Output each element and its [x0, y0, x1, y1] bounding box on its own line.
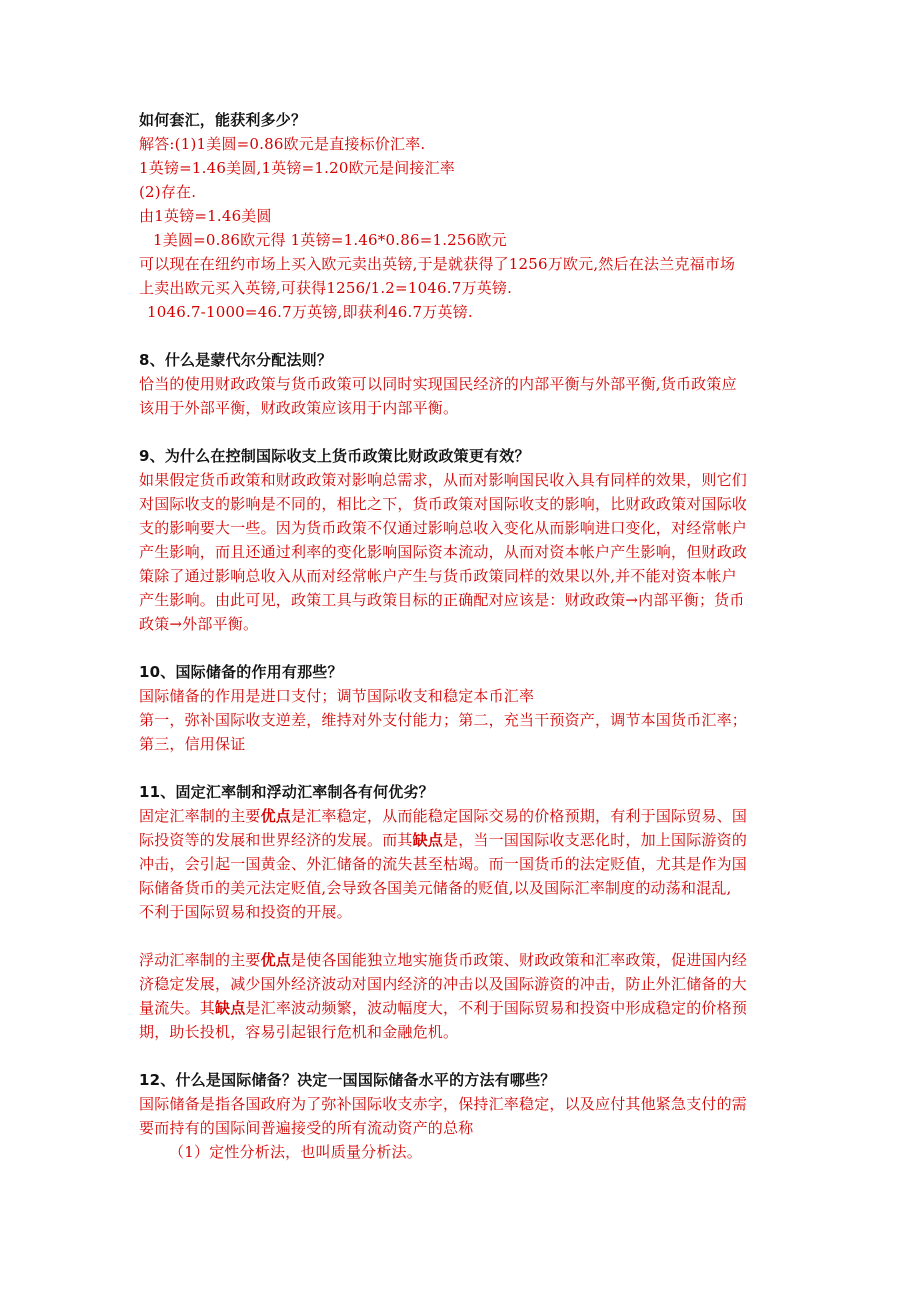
answer-line: 要而持有的国际间普遍接受的所有流动资产的总称 [139, 1119, 474, 1137]
answer-line: 恰当的使用财政政策与货币政策可以同时实现国民经济的内部平衡与外部平衡,货币政策应 [139, 375, 737, 393]
highlight-advantage: 优点 [260, 807, 292, 825]
question-9: 9、为什么在控制国际收支上货币政策比财政政策更有效？ [139, 447, 530, 465]
answer-line: 1美圆=0.86欧元得 1英镑=1.46*0.86=1.256欧元 [153, 231, 507, 249]
question-8: 8、什么是蒙代尔分配法则？ [139, 351, 333, 369]
answer-line: 国际储备是指各国政府为了弥补国际收支赤字，保持汇率稳定，以及应付其他紧急支付的需 [139, 1095, 748, 1113]
highlight-disadvantage: 缺点 [215, 999, 246, 1017]
answer-line: 1046.7-1000=46.7万英镑,即获利46.7万英镑. [147, 303, 473, 321]
answer-text: 是汇率稳定，从而能稳定国际交易的价格预期，有利于国际贸易、国 [291, 807, 748, 825]
answer-line: 期，助长投机，容易引起银行危机和金融危机。 [139, 1023, 459, 1041]
question-12: 12、什么是国际储备？决定一国国际储备水平的方法有哪些？ [139, 1071, 556, 1089]
spacer [139, 756, 787, 780]
question-10: 10、国际储备的作用有那些？ [139, 663, 343, 681]
document-page [139, 108, 787, 1164]
spacer [139, 1044, 787, 1068]
answer-line: 该用于外部平衡，财政政策应该用于内部平衡。 [139, 399, 459, 417]
answer-line: 不利于国际贸易和投资的开展。 [139, 903, 352, 921]
answer-line: 支的影响要大一些。因为货币政策不仅通过影响总收入变化从而影响进口变化，对经常帐户 [139, 519, 748, 537]
spacer [139, 420, 787, 444]
answer-line: 对国际收支的影响是不同的，相比之下，货币政策对国际收支的影响，比财政政策对国际收 [139, 495, 748, 513]
spacer [139, 636, 787, 660]
answer-line: 第三，信用保证 [139, 735, 246, 753]
answer-line: 解答:(1)1美圆=0.86欧元是直接标价汇率. [139, 135, 426, 153]
answer-line [139, 828, 787, 852]
answer-line: 上卖出欧元买入英镑,可获得1256/1.2=1046.7万英镑. [139, 279, 513, 297]
answer-line: 1英镑=1.46美圆,1英镑=1.20欧元是间接汇率 [139, 159, 455, 177]
answer-line [139, 804, 787, 828]
highlight-disadvantage: 缺点 [412, 831, 444, 849]
answer-line: （1）定性分析法，也叫质量分析法。 [169, 1143, 422, 1161]
question-11: 11、固定汇率制和浮动汇率制各有何优劣？ [139, 783, 434, 801]
answer-line: 冲击，会引起一国黄金、外汇储备的流失甚至枯竭。而一国货币的法定贬值，尤其是作为国 [139, 855, 748, 873]
highlight-advantage: 优点 [260, 951, 292, 969]
answer-line [139, 948, 787, 972]
answer-line: 由1英镑=1.46美圆 [139, 207, 272, 225]
answer-text: 固定汇率制的主要 [139, 807, 261, 825]
answer-line: 际储备货币的美元法定贬值,会导致各国美元储备的贬值,以及国际汇率制度的动荡和混乱, [139, 879, 732, 897]
answer-line: 如果假定货币政策和财政政策对影响总需求，从而对影响国民收入具有同样的效果，则它们 [139, 471, 748, 489]
answer-line: 济稳定发展，减少国外经济波动对国内经济的冲击以及国际游资的冲击，防止外汇储备的大 [139, 975, 748, 993]
spacer [139, 324, 787, 348]
answer-line: 产生影响，而且还通过利率的变化影响国际资本流动，从而对资本帐户产生影响，但财政政 [139, 543, 748, 561]
answer-line: 国际储备的作用是进口支付；调节国际收支和稳定本币汇率 [139, 687, 535, 705]
answer-line: 可以现在在纽约市场上买入欧元卖出英镑,于是就获得了1256万欧元,然后在法兰克福市场 [139, 255, 736, 273]
answer-line [139, 996, 787, 1020]
answer-line: 产生影响。由此可见，政策工具与政策目标的正确配对应该是：财政政策→内部平衡；货币 [139, 591, 745, 609]
answer-text: 量流失。其 [139, 999, 216, 1017]
answer-line: (2)存在. [139, 183, 197, 201]
answer-text: 浮动汇率制的主要 [139, 951, 261, 969]
answer-line: 政策→外部平衡。 [139, 615, 259, 633]
answer-text: 际投资等的发展和世界经济的发展。而其 [139, 831, 413, 849]
answer-line: 第一，弥补国际收支逆差，维持对外支付能力；第二，充当干预资产，调节本国货币汇率； [139, 711, 748, 729]
question-arbitrage: 如何套汇，能获利多少？ [139, 111, 307, 129]
spacer [139, 924, 787, 948]
answer-text: 是，当一国国际收支恶化时，加上国际游资的 [443, 831, 748, 849]
answer-text: 是使各国能独立地实施货币政策、财政政策和汇率政策，促进国内经 [291, 951, 748, 969]
answer-line: 策除了通过影响总收入从而对经常帐户产生与货币政策同样的效果以外,并不能对资本帐户 [139, 567, 737, 585]
answer-text: 是汇率波动频繁，波动幅度大，不利于国际贸易和投资中形成稳定的价格预 [245, 999, 748, 1017]
